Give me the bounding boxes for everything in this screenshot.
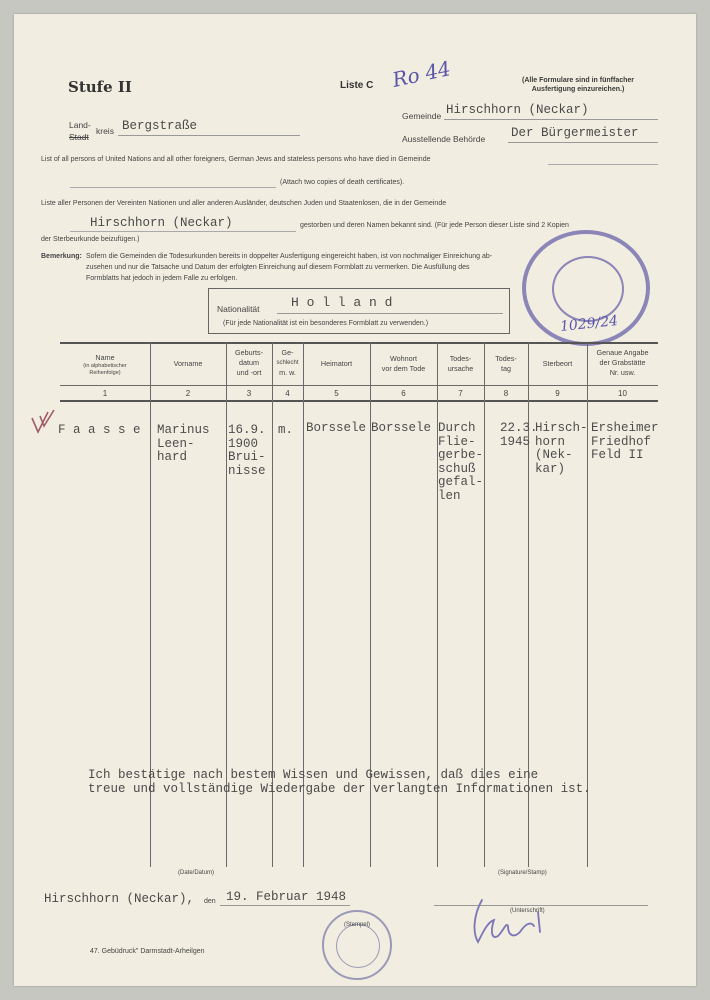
cell-heimatort: Borssele — [306, 421, 367, 435]
col-number-7: 7 — [458, 389, 463, 398]
gemeinde-underline — [444, 119, 658, 120]
stamp-number: 1029/24 — [559, 313, 619, 335]
header-tag: Todes- tag — [495, 354, 517, 373]
stufe-label: Stufe II — [68, 78, 132, 96]
seal-inner-ring — [552, 256, 624, 322]
stadt-label: Stadt — [69, 132, 89, 142]
col-number-6: 6 — [401, 389, 406, 398]
cell-wohnort: Borssele — [371, 421, 432, 435]
confirmation-line-1: Ich bestätige nach bestem Wissen und Gewissen, daß dies eine — [88, 768, 539, 782]
municipal-stamp — [322, 910, 392, 980]
bemerkung-line-1: Sofern die Gemeinden die Todesurkunden bereits in doppelter Ausfertigung eingereicht haben, ist von nochmaliger Einreichung ab- — [86, 253, 493, 260]
pen-check-mark — [28, 408, 58, 438]
kreis-label: kreis — [96, 126, 114, 136]
stempel-label: (Stempel) — [344, 922, 371, 928]
cell-vorname: Marinus Leen- hard — [157, 423, 210, 464]
col-number-4: 4 — [285, 389, 290, 398]
header-geburt: Geburts- datum und -ort — [235, 348, 263, 377]
nationality-box — [208, 288, 510, 334]
handwritten-reference: Ro 44 — [390, 56, 453, 92]
en-blank-line — [70, 187, 276, 188]
instruction-german-2: gestorben und deren Namen bekannt sind. (Für jede Person dieser Liste sind 2 Kopien — [300, 222, 569, 229]
col-number-2: 2 — [185, 389, 191, 398]
handwritten-signature — [464, 892, 564, 952]
col-number-8: 8 — [503, 389, 509, 398]
en-gemeinde-line — [548, 164, 658, 165]
cell-sterbeort: Hirsch- horn (Nek- kar) — [535, 421, 588, 476]
liste-label: Liste C — [340, 80, 374, 91]
nationality-value: H o l l a n d — [291, 295, 393, 310]
header-geschlecht: Ge- schlecht m. w. — [276, 348, 299, 377]
cell-geburt: 16.9. 1900 Brui- nisse — [228, 423, 266, 478]
place: Hirschhorn (Neckar), — [44, 892, 195, 906]
behoerde-label: Ausstellende Behörde — [402, 134, 486, 144]
copies-note: (Alle Formulare sind in fünffacher Ausfertigung einzureichen.) — [521, 77, 634, 93]
den-label: den — [204, 898, 216, 905]
signature-label: (Signature/Stamp) — [498, 870, 547, 876]
header-grabstaette: Genaue Angabe der Grabstätte Nr. usw. — [596, 348, 649, 377]
header-heimatort: Heimatort — [320, 359, 353, 368]
header-name: Name (in alphabetischer Reihenfolge) — [83, 353, 127, 376]
behoerde-underline — [508, 142, 658, 143]
header-vorname: Vorname — [173, 359, 203, 368]
header-wohnort: Wohnort vor dem Tode — [381, 354, 426, 373]
date-label: (Date/Datum) — [178, 870, 215, 876]
col-number-1: 1 — [102, 389, 108, 398]
behoerde-value: Der Bürgermeister — [511, 126, 639, 140]
cell-name: F a a s s e — [58, 423, 141, 437]
cell-tag: 22.3. 1945 — [500, 421, 538, 449]
de-place-line — [70, 231, 296, 232]
cell-ursache: Durch Flie- gerbe- schuß gefal- len — [438, 421, 484, 503]
col-number-3: 3 — [246, 389, 252, 398]
kreis-value: Bergstraße — [122, 119, 198, 133]
cell-grabstaette: Ersheimer Friedhof Feld II — [591, 421, 659, 462]
instruction-german-1: Liste aller Personen der Vereinten Nationen und aller anderen Ausländer, deutschen Juden und Staatenlosen, die in der Gemeinde — [41, 200, 447, 207]
instruction-german-place: Hirschhorn (Neckar) — [90, 216, 233, 230]
col-number-10: 10 — [618, 389, 627, 398]
header-sterbeort: Sterbeort — [542, 359, 573, 368]
nationality-label: Nationalität — [217, 304, 260, 314]
municipal-stamp-inner — [336, 924, 380, 968]
printer-note: 47. Gebüdruck" Darmstadt-Arheilgen — [90, 948, 205, 955]
bemerkung-line-2: zusehen und nur die Tatsache und Datum der erfolgten Einreichung auf diesem Formblatt zu vermerken. Die Ausfüllung des — [86, 264, 470, 271]
bemerkung-line-3: Formblatts hat jedoch in jedem Falle zu erfolgen. — [86, 275, 238, 282]
date-value: 19. Februar 1948 — [226, 890, 347, 904]
land-label: Land- — [69, 120, 91, 130]
attach-note: (Attach two copies of death certificates). — [280, 179, 405, 186]
nationality-underline — [277, 313, 503, 314]
col-number-5: 5 — [334, 389, 339, 398]
gemeinde-value: Hirschhorn (Neckar) — [446, 103, 589, 117]
instruction-german-3: der Sterbeurkunde beizufügen.) — [41, 236, 140, 243]
confirmation-line-2: treue und vollständige Wiedergabe der verlangten Informationen ist. — [88, 782, 591, 796]
date-underline — [220, 905, 350, 906]
instruction-english: List of all persons of United Nations and all other foreigners, German Jews and stateless persons who have died in Gemeinde — [41, 156, 431, 163]
gemeinde-label: Gemeinde — [402, 111, 442, 121]
bemerkung-label: Bemerkung: — [41, 253, 82, 260]
document-page — [14, 14, 696, 986]
nationality-note: (Für jede Nationalität ist ein besonderes Formblatt zu verwenden.) — [223, 320, 429, 327]
unterschrift-label: (Unterschrift) — [510, 908, 545, 914]
cell-geschlecht: m. — [278, 423, 294, 437]
col-number-9: 9 — [555, 389, 560, 398]
header-ursache: Todes- ursache — [447, 354, 474, 373]
kreis-underline — [118, 135, 300, 136]
